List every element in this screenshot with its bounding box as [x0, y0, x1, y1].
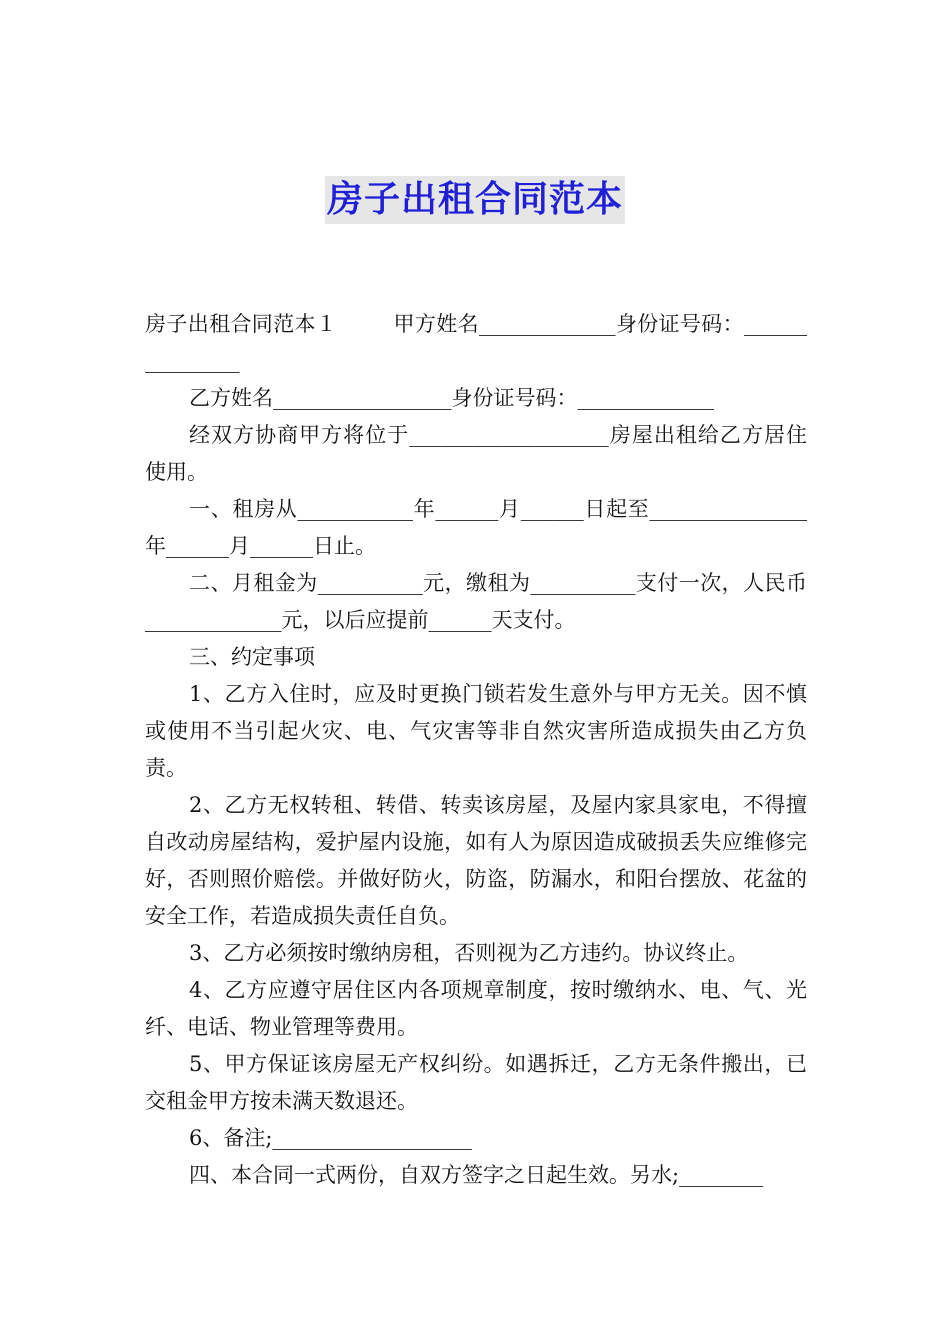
paragraph-clause-4: 4、乙方应遵守居住区内各项规章制度，按时缴纳水、电、气、光纤、电话、物业管理等费用。 [145, 978, 807, 1039]
paragraph-header-party-a: 房子出租合同范本１ 甲方姓名_____________身份证号码：_______________ [145, 312, 807, 373]
paragraph-section-4: 四、本合同一式两份，自双方签字之日起生效。另水;________ [189, 1163, 764, 1187]
paragraph-term: 一、租房从___________年______月______日起至_______________年______月______日止。 [145, 497, 807, 558]
contract-body [145, 306, 807, 1194]
paragraph-clause-5: 5、甲方保证该房屋无产权纠纷。如遇拆迁，乙方无条件搬出，已交租金甲方按未满天数退还。 [145, 1052, 807, 1113]
paragraph-clause-6: 6、备注;___________________ [189, 1126, 472, 1150]
paragraph-clause-3: 3、乙方必须按时缴纳房租，否则视为乙方违约。协议终止。 [189, 941, 749, 965]
paragraph-location: 经双方协商甲方将位于___________________房屋出租给乙方居住使用。 [145, 423, 807, 484]
paragraph-agreement-heading: 三、约定事项 [189, 645, 315, 669]
paragraph-rent: 二、月租金为__________元，缴租为__________支付一次，人民币_____________元，以后应提前______天支付。 [145, 571, 807, 632]
title-container [0, 176, 950, 224]
paragraph-party-b: 乙方姓名_________________身份证号码：_____________ [189, 386, 714, 410]
document-title: 房子出租合同范本 [325, 176, 625, 224]
paragraph-clause-2: 2、乙方无权转租、转借、转卖该房屋，及屋内家具家电，不得擅自改动房屋结构，爱护屋内设施，如有人为原因造成破损丢失应维修完好，否则照价赔偿。并做好防火，防盗，防漏水，和阳台摆放、花盆的安全工作，若造成损失责任自负。 [145, 793, 807, 928]
paragraph-clause-1: 1、乙方入住时，应及时更换门锁若发生意外与甲方无关。因不慎或使用不当引起火灾、电、气灾害等非自然灾害所造成损失由乙方负责。 [145, 682, 807, 780]
